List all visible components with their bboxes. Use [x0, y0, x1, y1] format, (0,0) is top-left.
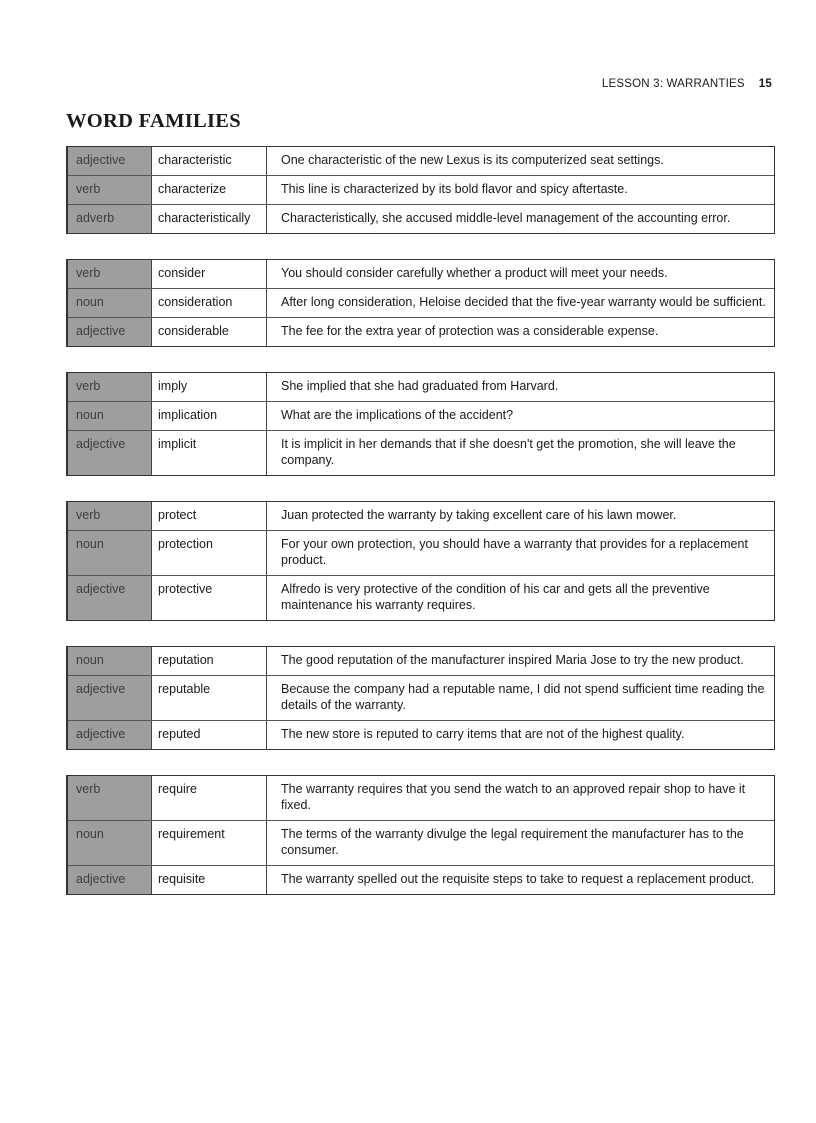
page-title: WORD FAMILIES: [66, 110, 241, 132]
running-head-text: LESSON 3: WARRANTIES: [601, 78, 745, 90]
word-family-table: [66, 501, 775, 621]
part-of-speech: adjective: [68, 576, 152, 620]
example-sentence: After long consideration, Heloise decided that the five-year warranty would be sufficient.: [281, 295, 766, 309]
table-row: [68, 647, 774, 675]
table-row: [68, 720, 774, 749]
running-head: [602, 78, 772, 90]
part-of-speech: noun: [68, 821, 152, 865]
part-of-speech: noun: [68, 647, 152, 675]
word: implication: [152, 402, 267, 430]
table-row: [68, 175, 774, 204]
example-sentence: Alfredo is very protective of the condition of his car and gets all the preventive maintenance his warranty requires.: [281, 582, 710, 612]
part-of-speech: verb: [68, 502, 152, 530]
part-of-speech: adjective: [68, 147, 152, 175]
part-of-speech: adjective: [68, 318, 152, 346]
table-row: [68, 204, 774, 233]
word: consideration: [152, 289, 267, 317]
part-of-speech: adjective: [68, 676, 152, 720]
table-row: [68, 430, 774, 475]
part-of-speech: adjective: [68, 866, 152, 894]
example-sentence: The warranty spelled out the requisite steps to take to request a replacement product.: [281, 872, 755, 886]
example-sentence: Because the company had a reputable name, I did not spend sufficient time reading the details of the warranty.: [281, 682, 765, 712]
table-row: [68, 147, 774, 175]
word: require: [152, 776, 267, 820]
table-row: [68, 317, 774, 346]
word-families: [66, 146, 775, 920]
table-row: [68, 401, 774, 430]
word: protective: [152, 576, 267, 620]
table-row: [68, 502, 774, 530]
table-row: [68, 776, 774, 820]
word: consider: [152, 260, 267, 288]
example-sentence: The terms of the warranty divulge the legal requirement the manufacturer has to the consumer.: [281, 827, 744, 857]
part-of-speech: verb: [68, 776, 152, 820]
word-family-table: [66, 146, 775, 234]
word: reputation: [152, 647, 267, 675]
word-family-table: [66, 646, 775, 750]
example-sentence: She implied that she had graduated from Harvard.: [281, 379, 559, 393]
word: requirement: [152, 821, 267, 865]
page-number: 15: [758, 78, 772, 90]
example-sentence: The fee for the extra year of protection was a considerable expense.: [281, 324, 659, 338]
part-of-speech: noun: [68, 289, 152, 317]
word: requisite: [152, 866, 267, 894]
part-of-speech: noun: [68, 531, 152, 575]
example-sentence: This line is characterized by its bold flavor and spicy aftertaste.: [281, 182, 628, 196]
word: reputed: [152, 721, 267, 749]
part-of-speech: adjective: [68, 431, 152, 475]
example-sentence: For your own protection, you should have a warranty that provides for a replacement product.: [281, 537, 748, 567]
word: protect: [152, 502, 267, 530]
table-row: [68, 260, 774, 288]
table-row: [68, 530, 774, 575]
word-family-table: [66, 372, 775, 476]
example-sentence: Juan protected the warranty by taking excellent care of his lawn mower.: [281, 508, 677, 522]
table-row: [68, 675, 774, 720]
example-sentence: The warranty requires that you send the watch to an approved repair shop to have it fixed.: [281, 782, 746, 812]
table-row: [68, 820, 774, 865]
word: characteristic: [152, 147, 267, 175]
table-row: [68, 575, 774, 620]
example-sentence: What are the implications of the accident?: [281, 408, 514, 422]
example-sentence: Characteristically, she accused middle-level management of the accounting error.: [281, 211, 731, 225]
word-family-table: [66, 775, 775, 895]
word: implicit: [152, 431, 267, 475]
word: reputable: [152, 676, 267, 720]
example-sentence: The new store is reputed to carry items that are not of the highest quality.: [281, 727, 685, 741]
word: characterize: [152, 176, 267, 204]
word: protection: [152, 531, 267, 575]
word: considerable: [152, 318, 267, 346]
part-of-speech: verb: [68, 260, 152, 288]
part-of-speech: adjective: [68, 721, 152, 749]
part-of-speech: verb: [68, 373, 152, 401]
table-row: [68, 865, 774, 894]
table-row: [68, 288, 774, 317]
example-sentence: One characteristic of the new Lexus is its computerized seat settings.: [281, 153, 664, 167]
part-of-speech: noun: [68, 402, 152, 430]
part-of-speech: adverb: [68, 205, 152, 233]
table-row: [68, 373, 774, 401]
example-sentence: It is implicit in her demands that if she doesn't get the promotion, she will leave the company.: [281, 437, 736, 467]
word: characteristically: [152, 205, 267, 233]
example-sentence: The good reputation of the manufacturer inspired Maria Jose to try the new product.: [281, 653, 744, 667]
example-sentence: You should consider carefully whether a product will meet your needs.: [281, 266, 668, 280]
word: imply: [152, 373, 267, 401]
word-family-table: [66, 259, 775, 347]
part-of-speech: verb: [68, 176, 152, 204]
